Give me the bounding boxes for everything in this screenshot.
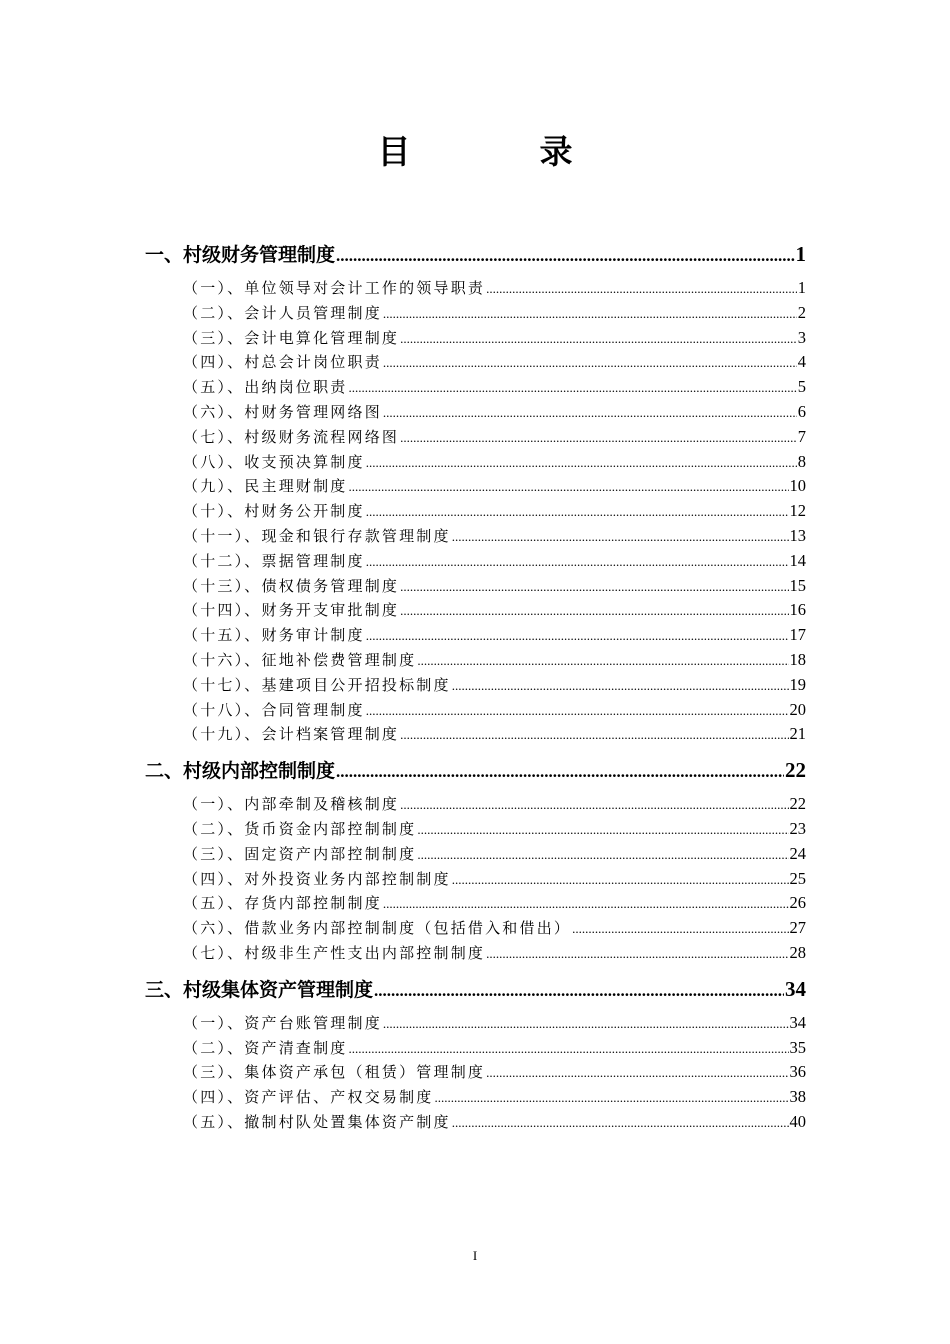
toc-sub-list xyxy=(145,1011,806,1135)
dot-leader xyxy=(366,451,797,475)
toc-item-label: （十六）、征地补偿费管理制度 xyxy=(183,650,417,669)
toc-item-label: （一）、内部牵制及稽核制度 xyxy=(183,795,400,814)
toc-item-label: （十九）、会计档案管理制度 xyxy=(183,725,400,744)
toc-section-label: 二、村级内部控制制度 xyxy=(145,760,336,783)
toc-item-page: 5 xyxy=(797,377,806,397)
toc-item-label: （三）、会计电算化管理制度 xyxy=(183,328,400,347)
toc-item-page: 3 xyxy=(797,327,806,347)
toc-item-label: （五）、撤制村队处置集体资产制度 xyxy=(183,1112,451,1131)
dot-leader xyxy=(486,277,797,301)
dot-leader xyxy=(336,239,794,271)
dot-leader xyxy=(366,500,789,524)
dot-leader xyxy=(417,649,788,673)
dot-leader xyxy=(349,475,789,499)
toc-section-label: 一、村级财务管理制度 xyxy=(145,244,336,266)
toc-item-label: （六）、借款业务内部控制制度（包括借入和借出） xyxy=(183,919,572,938)
toc-item-page: 18 xyxy=(789,649,806,669)
toc-item-label: （十四）、财务开支审批制度 xyxy=(183,601,400,620)
toc-section-heading[interactable] xyxy=(145,237,806,271)
toc-section-label: 三、村级集体资产管理制度 xyxy=(145,978,374,1001)
toc-item[interactable] xyxy=(183,722,806,747)
toc-item-page: 26 xyxy=(789,893,806,913)
dot-leader xyxy=(486,1061,788,1085)
toc-item-page: 1 xyxy=(797,278,806,297)
dot-leader xyxy=(400,599,788,623)
toc-item-label: （十八）、合同管理制度 xyxy=(183,700,365,719)
toc-item-label: （三）、固定资产内部控制制度 xyxy=(183,844,417,863)
toc-item[interactable] xyxy=(183,474,806,499)
toc-section-page: 34 xyxy=(785,976,806,1001)
toc-item[interactable] xyxy=(183,1110,806,1135)
toc-item-label: （九）、民主理财制度 xyxy=(183,477,348,496)
toc-item[interactable] xyxy=(183,549,806,574)
toc-item[interactable] xyxy=(183,673,806,698)
dot-leader xyxy=(400,426,797,450)
toc-item-page: 23 xyxy=(789,818,806,838)
toc-item[interactable] xyxy=(183,598,806,623)
toc-item[interactable] xyxy=(183,698,806,723)
toc-item[interactable] xyxy=(183,623,806,648)
toc-item-label: （一）、资产台账管理制度 xyxy=(183,1013,382,1032)
toc-item-page: 7 xyxy=(797,426,806,446)
toc-item-page: 15 xyxy=(789,575,806,595)
toc-item[interactable] xyxy=(183,276,806,301)
toc-item-label: （四）、资产评估、产权交易制度 xyxy=(183,1088,434,1107)
toc-item[interactable] xyxy=(183,350,806,375)
toc-item-page: 17 xyxy=(789,625,806,645)
dot-leader xyxy=(486,942,788,966)
toc-section-heading[interactable] xyxy=(145,972,806,1006)
dot-leader xyxy=(417,843,788,867)
toc-item-page: 36 xyxy=(789,1062,806,1082)
dot-leader xyxy=(400,327,797,351)
toc-item-label: （十）、村财务公开制度 xyxy=(183,502,365,521)
dot-leader xyxy=(383,1012,789,1036)
toc-item[interactable] xyxy=(183,1011,806,1036)
page-title: 目 录 xyxy=(377,132,621,171)
toc-item-page: 2 xyxy=(797,302,806,322)
toc-section xyxy=(145,753,806,966)
toc-item-label: （十七）、基建项目公开招投标制度 xyxy=(183,675,451,694)
toc-item-page: 4 xyxy=(797,352,806,372)
toc-item-page: 16 xyxy=(789,600,806,620)
toc-item-label: （二）、资产清查制度 xyxy=(183,1038,348,1057)
dot-leader xyxy=(366,550,789,574)
toc-item[interactable] xyxy=(183,916,806,941)
toc-item-page: 38 xyxy=(789,1087,806,1107)
toc-item-page: 35 xyxy=(789,1037,806,1057)
toc-item[interactable] xyxy=(183,792,806,817)
dot-leader xyxy=(383,302,797,326)
dot-leader xyxy=(383,401,797,425)
toc-item-label: （四）、对外投资业务内部控制制度 xyxy=(183,869,451,888)
dot-leader xyxy=(452,674,789,698)
toc-item[interactable] xyxy=(183,891,806,916)
toc-item-label: （六）、村财务管理网络图 xyxy=(183,402,382,421)
page-number-footer: I xyxy=(472,1248,478,1263)
toc-section xyxy=(145,237,806,747)
dot-leader xyxy=(366,624,789,648)
toc-item[interactable] xyxy=(183,867,806,892)
toc-item-page: 6 xyxy=(797,401,806,421)
dot-leader xyxy=(400,575,788,599)
toc-item[interactable] xyxy=(183,842,806,867)
dot-leader xyxy=(383,892,789,916)
toc-sub-list xyxy=(145,792,806,966)
toc-item-label: （十三）、债权债务管理制度 xyxy=(183,576,400,595)
table-of-contents xyxy=(145,232,806,1141)
toc-item-page: 12 xyxy=(789,501,806,521)
toc-item[interactable] xyxy=(183,301,806,326)
toc-item-page: 34 xyxy=(789,1012,806,1032)
toc-sub-list xyxy=(145,276,806,747)
toc-item-page: 21 xyxy=(789,724,806,744)
toc-item-label: （十二）、票据管理制度 xyxy=(183,551,365,570)
toc-section-page: 1 xyxy=(795,242,806,266)
dot-leader xyxy=(572,917,788,941)
dot-leader xyxy=(336,755,784,787)
toc-item[interactable] xyxy=(183,1085,806,1110)
toc-item-page: 8 xyxy=(797,451,806,471)
toc-item[interactable] xyxy=(183,326,806,351)
toc-item-page: 27 xyxy=(789,918,806,938)
toc-item[interactable] xyxy=(183,425,806,450)
dot-leader xyxy=(383,351,797,375)
dot-leader xyxy=(417,818,788,842)
toc-item[interactable] xyxy=(183,400,806,425)
toc-item-page: 20 xyxy=(789,699,806,719)
toc-item-page: 28 xyxy=(789,942,806,962)
toc-item-label: （二）、货币资金内部控制制度 xyxy=(183,819,417,838)
dot-leader xyxy=(374,974,784,1006)
toc-item[interactable] xyxy=(183,574,806,599)
dot-leader xyxy=(452,1111,789,1135)
dot-leader xyxy=(366,699,789,723)
toc-item-page: 14 xyxy=(789,550,806,570)
dot-leader xyxy=(452,525,789,549)
dot-leader xyxy=(400,723,788,747)
toc-item-label: （一）、单位领导对会计工作的领导职责 xyxy=(183,279,486,297)
toc-item[interactable] xyxy=(183,1036,806,1061)
toc-item-label: （八）、收支预决算制度 xyxy=(183,452,365,471)
toc-item-label: （五）、出纳岗位职责 xyxy=(183,378,348,397)
toc-item-label: （四）、村总会计岗位职责 xyxy=(183,353,382,372)
toc-item-page: 19 xyxy=(789,674,806,694)
dot-leader xyxy=(452,868,789,892)
toc-item[interactable] xyxy=(183,375,806,400)
toc-item[interactable] xyxy=(183,817,806,842)
toc-item-label: （二）、会计人员管理制度 xyxy=(183,303,382,322)
toc-item-label: （七）、村级财务流程网络图 xyxy=(183,427,400,446)
toc-item-label: （十五）、财务审计制度 xyxy=(183,626,365,645)
toc-item[interactable] xyxy=(183,648,806,673)
dot-leader xyxy=(349,1037,789,1061)
dot-leader xyxy=(435,1086,789,1110)
dot-leader xyxy=(349,376,797,400)
dot-leader xyxy=(400,793,788,817)
toc-item-page: 24 xyxy=(789,843,806,863)
toc-item-label: （十一）、现金和银行存款管理制度 xyxy=(183,526,451,545)
toc-item[interactable] xyxy=(183,941,806,966)
toc-item-label: （三）、集体资产承包（租赁）管理制度 xyxy=(183,1063,486,1082)
toc-item[interactable] xyxy=(183,1060,806,1085)
toc-item-page: 25 xyxy=(789,868,806,888)
toc-item[interactable] xyxy=(183,524,806,549)
toc-item-label: （五）、存货内部控制制度 xyxy=(183,894,382,913)
toc-item-page: 22 xyxy=(789,794,806,814)
toc-item-page: 10 xyxy=(789,476,806,496)
toc-item-label: （七）、村级非生产性支出内部控制制度 xyxy=(183,943,486,962)
toc-item[interactable] xyxy=(183,499,806,524)
toc-section xyxy=(145,972,806,1135)
toc-item-page: 40 xyxy=(789,1111,806,1131)
toc-section-page: 22 xyxy=(785,758,806,783)
toc-item-page: 13 xyxy=(789,525,806,545)
toc-section-heading[interactable] xyxy=(145,753,806,787)
toc-item[interactable] xyxy=(183,450,806,475)
